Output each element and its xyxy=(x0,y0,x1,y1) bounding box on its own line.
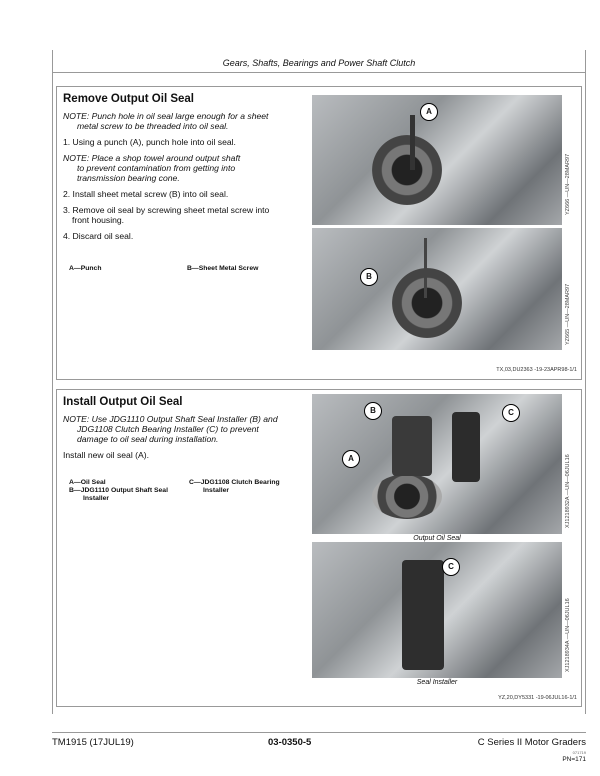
screw-shape xyxy=(424,238,427,298)
callout-b: B xyxy=(360,268,378,286)
legend-c: C—JDG1108 Clutch Bearing xyxy=(189,479,280,486)
note-text: to prevent contamination from getting into xyxy=(77,163,236,173)
photo-id-label: YZ665 —UN—28MAR97 xyxy=(565,283,571,345)
section-title: Install Output Oil Seal xyxy=(63,396,183,408)
photo-caption: Output Oil Seal xyxy=(413,535,461,542)
reference-code: YZ,20,DY5331 -19-06JUL16-1/1 xyxy=(498,695,577,701)
footer-product: C Series II Motor Graders xyxy=(477,737,586,748)
header-divider xyxy=(52,72,586,73)
note-text: NOTE: Use JDG1110 Output Shaft Seal Installer (B) and xyxy=(63,414,278,424)
footer-manual: TM1915 (17JUL19) xyxy=(52,737,134,748)
note-text: NOTE: Punch hole in oil seal large enough for a sheet xyxy=(63,111,269,121)
legend-b: B—Sheet Metal Screw xyxy=(187,265,259,272)
gear-shape xyxy=(392,268,462,338)
footer-pn: PN=171 xyxy=(562,756,586,763)
install-oil-seal-section xyxy=(56,389,582,707)
legend-a: A—Oil Seal xyxy=(69,479,106,486)
note-text: JDG1108 Clutch Bearing Installer (C) to prevent xyxy=(77,424,259,434)
installer-b-shape xyxy=(392,416,432,476)
callout-a: A xyxy=(342,450,360,468)
seal-installer-photo xyxy=(312,542,562,678)
note-text: metal screw to be threaded into oil seal. xyxy=(77,121,229,131)
step-3-cont: front housing. xyxy=(72,215,125,225)
callout-a: A xyxy=(420,103,438,121)
screw-photo xyxy=(312,228,562,350)
gear-shape xyxy=(372,135,442,205)
instructions xyxy=(63,414,308,466)
note-text: transmission bearing cone. xyxy=(77,173,180,183)
install-step: Install new oil seal (A). xyxy=(63,450,149,460)
note-text: damage to oil seal during installation. xyxy=(77,434,219,444)
step-1: 1. Using a punch (A), punch hole into oil seal. xyxy=(63,137,236,147)
callout-c: C xyxy=(442,558,460,576)
remove-oil-seal-section xyxy=(56,86,582,380)
page-number: 03-0350-5 xyxy=(268,737,312,748)
step-4: 4. Discard oil seal. xyxy=(63,231,134,241)
reference-code: TX,03,DU2363 -19-23APR98-1/1 xyxy=(496,367,577,373)
instructions xyxy=(63,111,308,247)
installer-shape xyxy=(402,560,444,670)
footer-divider xyxy=(52,732,586,733)
footer-code: 071719 xyxy=(572,750,586,755)
oil-seal-photo xyxy=(312,394,562,534)
installer-c-shape xyxy=(452,412,480,482)
section-title: Remove Output Oil Seal xyxy=(63,93,194,105)
legend-b: B—JDG1110 Output Shaft Seal xyxy=(69,487,168,494)
photo-id-label: XJ1218932A —UN—06JUL16 xyxy=(565,454,571,528)
legend-a: A—Punch xyxy=(69,265,102,272)
legend-c-cont: Installer xyxy=(203,487,230,494)
legend-b-cont: Installer xyxy=(83,495,110,502)
punch-photo xyxy=(312,95,562,225)
seal-shape xyxy=(372,474,442,519)
photo-caption: Seal Installer xyxy=(416,679,458,686)
page-header: Gears, Shafts, Bearings and Power Shaft Clutch xyxy=(222,58,416,68)
note-text: NOTE: Place a shop towel around output shaft xyxy=(63,153,241,163)
photo-id-label: XJ1218934A —UN—06JUL16 xyxy=(565,598,571,672)
punch-shape xyxy=(410,115,415,170)
step-2: 2. Install sheet metal screw (B) into oil seal. xyxy=(63,189,229,199)
callout-c: C xyxy=(502,404,520,422)
step-3: 3. Remove oil seal by screwing sheet metal screw into xyxy=(63,205,270,215)
photo-id-label: YZ666 —UN—28MAR97 xyxy=(565,153,571,215)
callout-b: B xyxy=(364,402,382,420)
